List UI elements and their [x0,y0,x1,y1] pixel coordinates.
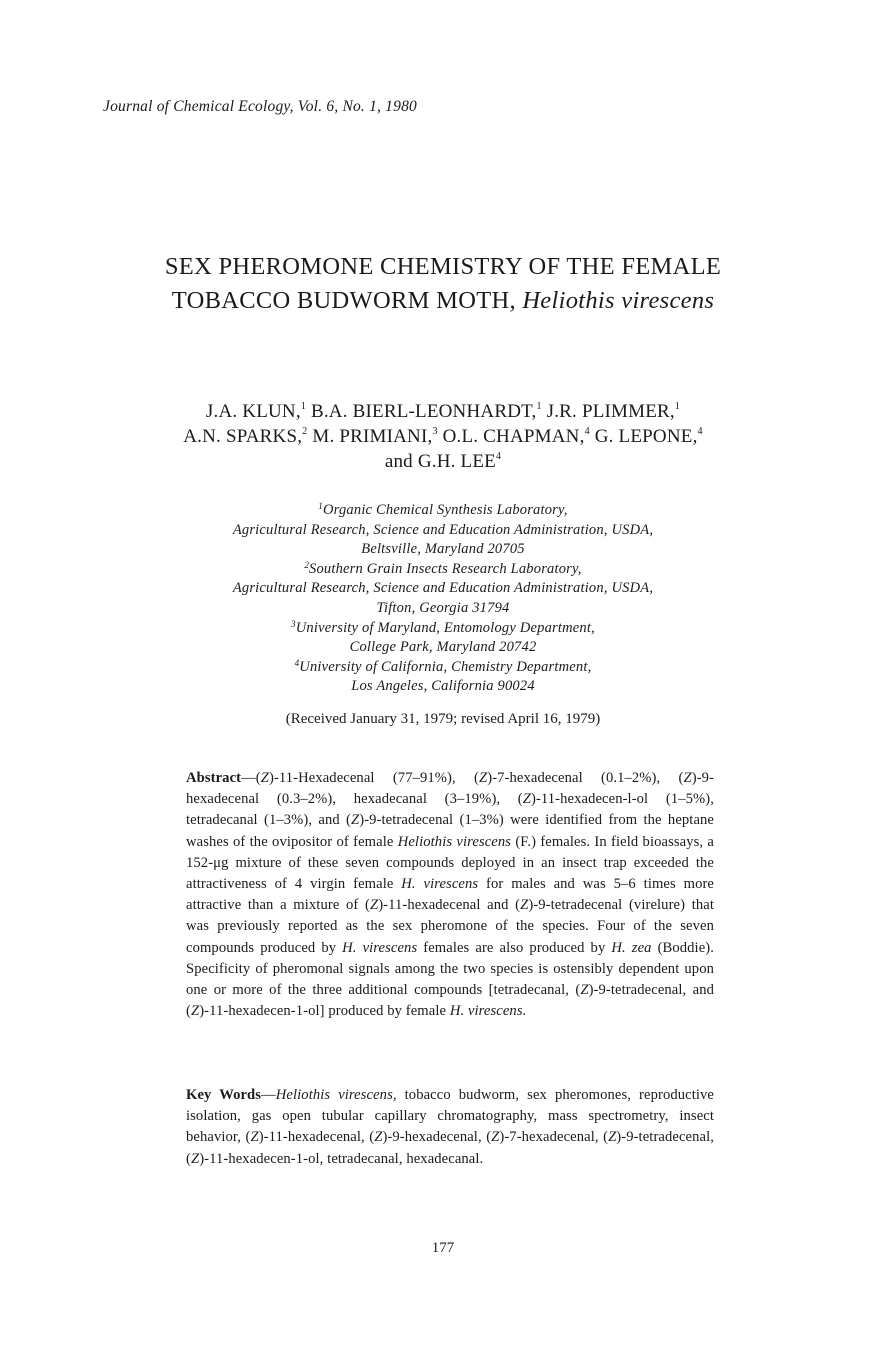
italic-text-segment: Z [190,1003,200,1020]
abstract-body [186,770,714,1019]
affiliation-4-line-2: Los Angeles, California 90024 [351,678,535,695]
key-words-label: Key Words [186,1087,262,1103]
author-name: O.L. CHAPMAN, [442,426,585,447]
affiliation-text: Southern Grain Insects Research Laboratory, [309,560,582,577]
author-affiliation-mark: 4 [495,451,502,462]
italic-text-segment: Z [522,791,531,808]
italic-text-segment: Z [520,897,529,914]
text-segment: females are also produced by [417,939,612,956]
author-affiliation-mark: 1 [536,401,542,412]
author-list [0,399,886,474]
author-name: J.A. KLUN, [205,401,301,422]
page-number: 177 [431,1240,455,1256]
italic-text-segment: H. virescens [401,876,479,893]
italic-text-segment: Z [351,812,360,829]
italic-text-segment: Z [260,770,269,786]
text-segment: )-11-hexadecenal and ( [378,897,521,914]
text-segment: (F.) females. In field bioassays, a 152-μg mixture of these seven compounds deployed in an insect trap exceeded the attractiveness of 4 virgin female [186,833,714,893]
key-words [186,1085,714,1170]
text-segment: for males and was 5–6 times more attractive than a mixture of ( [186,876,715,914]
journal-citation: Journal of Chemical Ecology, Vol. 6, No. 1, 1980 [103,98,417,115]
text-segment: )-9-tetradecenal, ( [186,1129,714,1167]
italic-text-segment: Z [369,897,379,914]
affiliation-2-line-2: Agricultural Research, Science and Education Administration, USDA, [232,580,654,597]
affiliation-number: 2 [304,559,310,570]
text-segment: )-7-hexadecenal (0.1–2%), ( [487,770,684,786]
affiliation-number: 1 [318,501,323,511]
author-name: J.R. PLIMMER, [546,401,675,422]
affiliation-4-line-1 [0,658,886,678]
title-line-2-text: TOBACCO BUDWORM MOTH, [171,287,523,314]
affiliation-2-line-3: Tifton, Georgia 31794 [376,599,510,616]
affiliation-3-line-1 [0,619,886,639]
italic-text-segment: Z [190,1150,200,1167]
author-name: A.N. SPARKS, [183,426,303,447]
author-line-2 [0,424,886,449]
author-name: B.A. BIERL-LEONHARDT, [310,401,537,422]
affiliation-text: University of Maryland, Entomology Department, [295,619,595,636]
author-affiliation-mark: 1 [300,401,307,412]
article-title [0,250,886,318]
affiliation-1-line-1 [0,501,886,521]
italic-text-segment: Z [608,1129,617,1146]
title-line-1: SEX PHEROMONE CHEMISTRY OF THE FEMALE [164,253,722,280]
affiliation-3-line-2: College Park, Maryland 20742 [349,639,537,656]
affiliations [0,501,886,697]
author-name: M. PRIMIANI, [312,426,433,447]
author-affiliation-mark: 2 [302,426,308,437]
author-name: G. LEPONE, [594,426,698,447]
text-segment: )-11-Hexadecenal (77–91%), ( [268,770,480,786]
text-segment: tobacco budworm, sex pheromones, reproductive isolation, gas open tubular capillary chromatography, mass spectrometry, insect behavior, ( [186,1087,714,1146]
author-affiliation-mark: 4 [697,426,703,437]
title-species-name: Heliothis virescens [522,287,715,314]
affiliation-1-line-2: Agricultural Research, Science and Education Administration, USDA, [232,521,654,538]
affiliation-number: 3 [291,618,296,629]
affiliation-text: Organic Chemical Synthesis Laboratory, [323,502,568,518]
author-name: and G.H. LEE [384,451,496,472]
author-affiliation-mark: 1 [674,401,681,412]
text-segment: )-11-hexadecen-1-ol] produced by female [199,1003,450,1020]
abstract-label: Abstract [186,770,242,786]
affiliation-2-line-1 [0,560,886,580]
italic-text-segment: Z [683,770,692,786]
italic-text-segment: H. zea [611,939,652,956]
affiliation-number: 4 [294,657,300,668]
received-dates: (Received January 31, 1979; revised April 16, 1979) [285,711,601,727]
author-affiliation-mark: 3 [432,426,438,437]
italic-text-segment: Heliothis virescens [397,833,512,850]
affiliation-text: University of California, Chemistry Department, [299,658,592,675]
text-segment: )-9-tetradecenal, and ( [186,982,714,1020]
affiliation-1-line-3: Beltsville, Maryland 20705 [361,541,525,558]
text-segment: )-11-hexadecenal, ( [258,1129,375,1146]
text-segment: )-9-tetradecenal (virelure) that was previously reported as the sex pheromone of the species. Four of the seven compounds produced by [186,897,714,956]
italic-text-segment: H. virescens. [449,1003,527,1020]
italic-text-segment: Z [491,1129,500,1146]
italic-text-segment: H. virescens [342,939,418,956]
text-segment: )-9-hexadecenal, ( [382,1129,492,1146]
text-segment: (Boddie). Specificity of pheromonal signals among the two species is ostensibly dependent upon one or more of the three additional compounds [tetradecanal, ( [186,939,714,999]
title-line-2 [0,284,886,318]
text-segment: )-9-tetradecenal (1–3%) were identified from the heptane washes of the ovipositor of female [186,812,715,850]
text-segment: )-11-hexadecen-l-ol (1–5%), tetradecanal (1–3%), and ( [186,791,714,829]
italic-text-segment: Heliothis virescens, [275,1087,397,1103]
author-line-3 [0,449,886,474]
key-words-body [186,1087,714,1167]
text-segment: )-7-hexadecenal, ( [499,1129,609,1146]
italic-text-segment: Z [374,1129,383,1146]
italic-text-segment: Z [580,982,589,999]
italic-text-segment: Z [479,770,488,786]
abstract [186,768,714,1022]
text-segment: )-9-hexadecenal (0.3–2%), hexadecanal (3–19%), ( [186,770,715,808]
text-segment: —( [241,770,261,786]
text-segment: )-11-hexadecen-1-ol, tetradecanal, hexadecanal. [199,1150,484,1167]
text-segment: — [261,1087,276,1103]
italic-text-segment: Z [250,1129,259,1146]
author-line-1 [0,399,886,424]
author-affiliation-mark: 4 [584,426,590,437]
